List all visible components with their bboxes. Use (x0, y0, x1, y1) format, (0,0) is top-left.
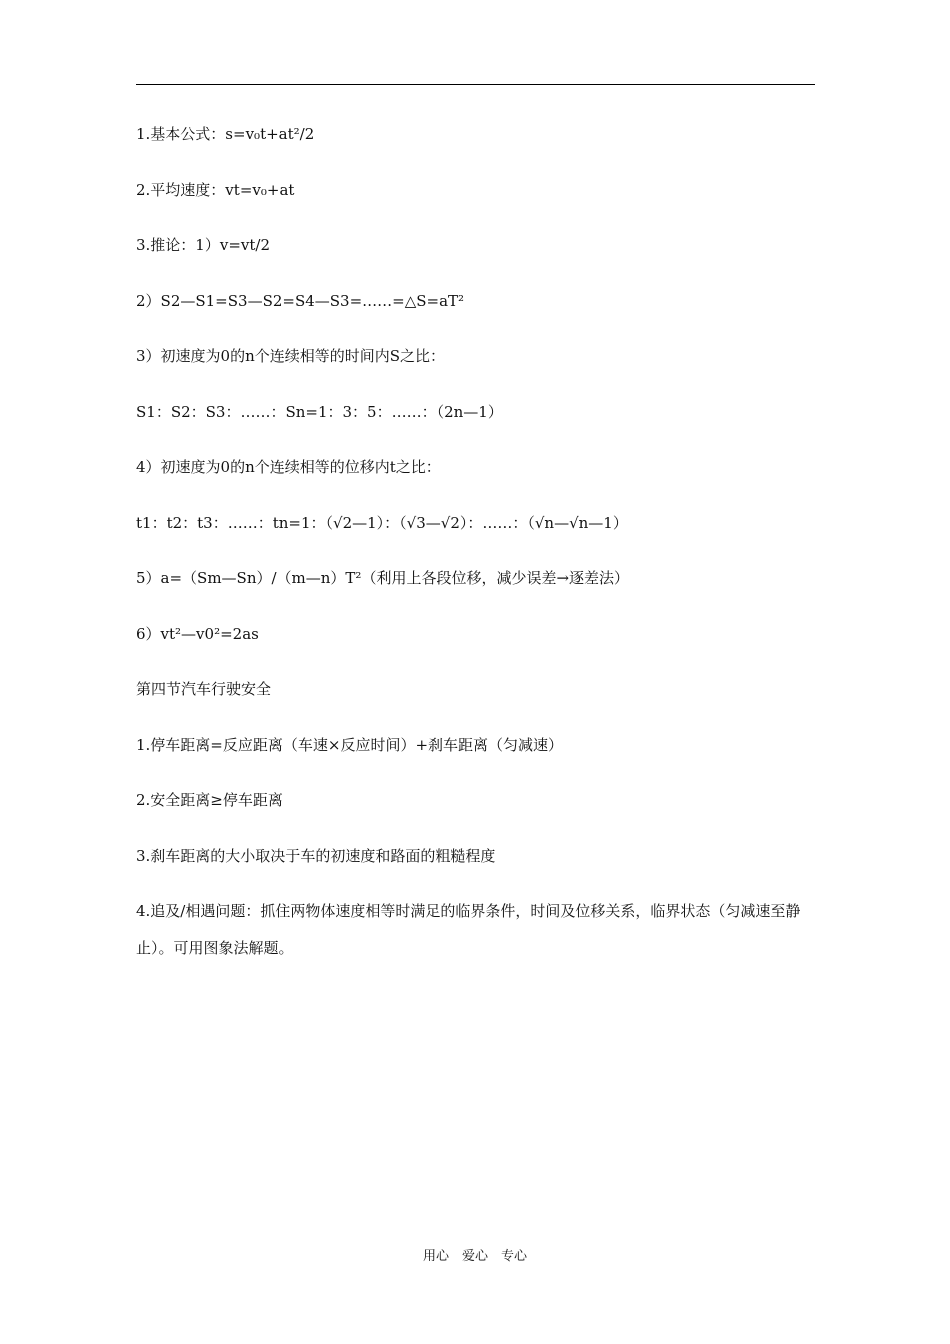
corollary-6: 6）vt²—v0²=2as (136, 624, 259, 643)
corollary-4-ratio: t1：t2：t3：……：tn=1：（√2—1）：（√3—√2）：……：（√n—√n—1） (136, 513, 628, 532)
formula-average-velocity: 2.平均速度：vt=v₀+at (136, 180, 295, 199)
page-footer: 用心 爱心 专心 (422, 1249, 527, 1264)
corollary-5: 5）a=（Sm—Sn）/（m—n）T²（利用上各段位移，减少误差→逐差法） (136, 569, 630, 587)
safety-point-3: 3.刹车距离的大小取决于车的初速度和路面的粗糙程度 (136, 846, 496, 865)
corollary-3: 3）初速度为0的n个连续相等的时间内S之比： (136, 347, 446, 365)
corollary-2: 2）S2—S1=S3—S2=S4—S3=……=△S=aT² (136, 291, 465, 310)
document-body (136, 124, 816, 967)
formula-basic: 1.基本公式：s=v₀t+at²/2 (136, 125, 315, 143)
corollary-1: 3.推论：1）v=vt/2 (136, 236, 270, 254)
section-heading: 第四节汽车行驶安全 (136, 680, 272, 698)
header-rule (136, 84, 815, 85)
safety-point-4: 4.追及/相遇问题：抓住两物体速度相等时满足的临界条件，时间及位移关系，临界状态（匀减速至静止）。可用图象法解题。 (136, 902, 801, 957)
corollary-3-ratio: S1：S2：S3：……：Sn=1：3：5：……：（2n—1） (136, 402, 503, 421)
safety-point-2: 2.安全距离≥停车距离 (136, 791, 283, 809)
safety-point-1: 1.停车距离=反应距离（车速×反应时间）+刹车距离（匀减速） (136, 735, 564, 754)
corollary-4: 4）初速度为0的n个连续相等的位移内t之比： (136, 458, 441, 476)
